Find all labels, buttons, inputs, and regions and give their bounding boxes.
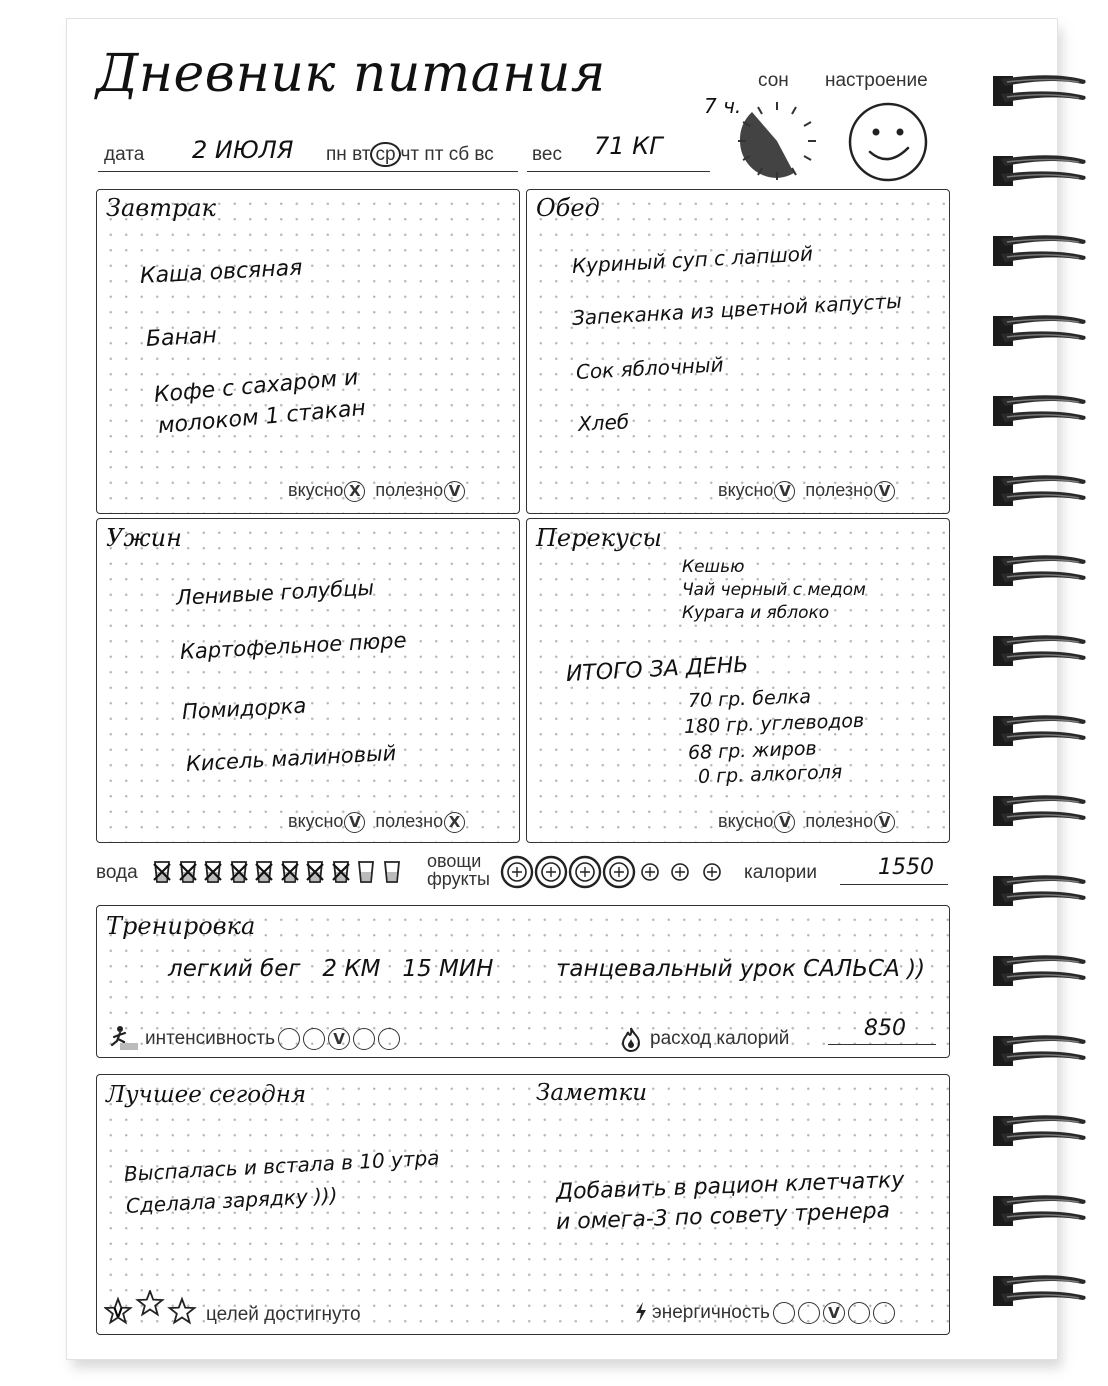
spiral-ring [993,314,1089,348]
goals-stars[interactable] [104,1290,200,1326]
dinner-item[interactable]: Помидорка [181,693,307,724]
spiral-ring [993,234,1089,268]
training-text-left[interactable]: легкий бег 2 КМ 15 МИН [168,956,494,982]
water-glass-icon[interactable] [229,860,249,884]
total-fat: 68 гр. жиров [687,737,817,764]
spiral-ring [993,554,1089,588]
sleep-label: сон [758,70,789,91]
intensity-label: интенсивность [145,1028,276,1050]
dinner-rating [288,811,465,833]
spiral-ring [993,474,1089,508]
page-title: Дневник питания [96,44,606,104]
spiral-ring [993,1194,1089,1228]
snack-item[interactable]: Чай черный с медом [682,580,866,600]
spiral-ring [993,1274,1089,1308]
water-label: вода [96,862,138,883]
spiral-ring [993,394,1089,428]
healthy-label: полезно [375,480,444,500]
cabbage-icon[interactable] [536,857,566,887]
best-title: Лучшее сегодня [106,1082,307,1108]
lightning-icon [634,1301,648,1323]
lunch-item[interactable]: Сок яблочный [575,352,725,384]
total-protein: 70 гр. белка [687,685,812,712]
notes-line[interactable]: Добавить в рацион клетчатку [555,1167,905,1205]
water-glass-icon[interactable] [152,860,172,884]
weight-value[interactable]: 71 КГ [594,132,663,160]
energy-row [652,1302,895,1324]
energy-level-1[interactable] [773,1302,795,1324]
water-glass-icon[interactable] [178,860,198,884]
energy-level-2[interactable] [798,1302,820,1324]
weekday-wed-selected[interactable]: ср [370,142,400,167]
energy-level-3[interactable]: V [823,1302,845,1324]
water-glass-icon[interactable] [254,860,274,884]
spiral-ring [993,74,1089,108]
notes-title: Заметки [536,1080,648,1106]
notes-line[interactable]: и омега-3 по совету тренера [555,1198,891,1235]
healthy-label: полезно [805,480,874,500]
spiral-ring [993,794,1089,828]
intensity-row [145,1028,400,1050]
tasty-check[interactable]: V [774,812,795,833]
healthy-check[interactable]: V [874,812,895,833]
snacks-title: Перекусы [536,524,662,552]
weekday-mon[interactable]: пн [326,144,347,165]
tasty-check[interactable]: V [774,481,795,502]
veg-label-line1: овощи [427,851,482,871]
goal-star-icon[interactable] [138,1291,163,1315]
healthy-check[interactable]: X [444,812,465,833]
spiral-ring [993,714,1089,748]
weekday-sat[interactable]: сб [448,144,470,165]
weekday-sun[interactable]: вс [474,144,494,165]
intensity-level-1[interactable] [278,1028,300,1050]
breakfast-item[interactable]: Кофе с сахаром и [152,365,360,408]
breakfast-item[interactable]: Каша овсяная [139,255,303,289]
lunch-title: Обед [536,194,600,222]
date-underline [98,171,518,172]
weekday-tue[interactable]: вт [352,144,371,165]
breakfast-rating [288,480,465,502]
lunch-item[interactable]: Хлеб [577,409,630,436]
spiral-ring [993,634,1089,668]
tasty-check[interactable]: V [344,812,365,833]
weight-underline [527,171,710,172]
goals-label: целей достигнуто [206,1304,361,1325]
dinner-item[interactable]: Кисель малиновый [185,741,397,776]
water-glass-icon[interactable] [305,860,325,884]
goal-star-icon[interactable] [170,1299,195,1323]
training-title: Тренировка [106,912,256,940]
lunch-box [526,189,950,514]
training-text-right[interactable]: танцевальный урок САЛЬСА )) [556,956,926,982]
smiley-face-icon[interactable] [846,100,930,184]
dinner-box [96,518,520,843]
spiral-ring [993,954,1089,988]
energy-level-4[interactable] [848,1302,870,1324]
goal-star-icon[interactable] [106,1299,131,1323]
breakfast-box [96,189,520,514]
lunch-rating [718,480,895,502]
burn-label: расход калорий [650,1028,790,1049]
mood-label: настроение [825,70,928,91]
running-person-icon [108,1025,140,1051]
dinner-title: Ужин [106,524,182,552]
weekday-row[interactable] [326,144,494,166]
water-glass-icon[interactable] [356,860,376,884]
carrot-icon[interactable] [604,857,634,887]
water-glass-icon[interactable] [280,860,300,884]
snack-item[interactable]: Курага и яблоко [682,603,830,623]
svg-text:V: V [113,1306,123,1320]
sleep-value[interactable]: 7 ч. [704,94,742,118]
breakfast-item[interactable]: Банан [145,323,218,352]
calories-label: калории [744,862,817,883]
best-line[interactable]: Сделала зарядку ))) [125,1182,339,1218]
spiral-ring [993,1114,1089,1148]
lunch-item[interactable]: Запеканка из цветной капусты [571,288,903,330]
snack-item[interactable]: Кешью [682,557,745,577]
intensity-level-5[interactable] [378,1028,400,1050]
energy-scale[interactable] [770,1302,895,1323]
breakfast-item[interactable]: молоком 1 стакан [156,395,367,439]
tasty-label: вкусно [718,480,774,500]
weight-label: вес [532,144,562,165]
burn-value[interactable]: 850 [864,1016,906,1041]
veg-fruit-tracker[interactable] [500,852,740,892]
weekday-thu[interactable]: чт [400,144,420,165]
energy-level-5[interactable] [873,1302,895,1324]
calories-value[interactable]: 1550 [878,855,934,880]
dinner-item[interactable]: Картофельное пюре [179,628,408,664]
snacks-rating [718,811,895,833]
tasty-label: вкусно [288,480,344,500]
calories-underline [840,884,948,885]
burn-underline [828,1044,936,1045]
date-value[interactable]: 2 ИЮЛЯ [192,136,294,164]
intensity-level-3[interactable]: V [328,1028,350,1050]
tomato-icon[interactable] [570,857,600,887]
total-carbs: 180 гр. углеводов [683,709,865,738]
citrus-icon[interactable] [704,864,720,880]
healthy-check[interactable]: V [444,481,465,502]
best-line[interactable]: Выспалась и встала в 10 утра [123,1145,441,1186]
intensity-level-2[interactable] [303,1028,325,1050]
energy-label: энергичность [652,1302,770,1324]
tasty-check[interactable]: X [344,481,365,502]
veg-label-line2: фрукты [427,869,490,889]
veg-label [427,852,490,888]
water-glass-icon[interactable] [331,860,351,884]
intensity-level-4[interactable] [353,1028,375,1050]
lunch-item[interactable]: Куриный суп с лапшой [571,241,814,278]
healthy-label: полезно [805,811,874,831]
spiral-ring [993,154,1089,188]
broccoli-icon[interactable] [642,864,658,880]
water-glass-icon[interactable] [203,860,223,884]
daily-total-title: ИТОГО ЗА ДЕНЬ [565,652,750,687]
weekday-fri[interactable]: пт [424,144,444,165]
water-glass-icon[interactable] [382,860,402,884]
spiral-ring [993,874,1089,908]
dinner-item[interactable]: Ленивые голубцы [175,575,375,610]
spiral-ring [993,1034,1089,1068]
healthy-label: полезно [375,811,444,831]
tasty-label: вкусно [718,811,774,831]
intensity-scale[interactable] [275,1028,400,1049]
total-alcohol: 0 гр. алкоголя [697,760,843,788]
breakfast-title: Завтрак [106,194,216,222]
sleep-clock-icon[interactable] [734,98,820,184]
tasty-label: вкусно [288,811,344,831]
date-label: дата [104,144,145,165]
flame-icon [620,1026,642,1052]
pea-pod-icon[interactable] [672,864,688,880]
leaf-icon[interactable] [502,857,532,887]
healthy-check[interactable]: V [874,481,895,502]
